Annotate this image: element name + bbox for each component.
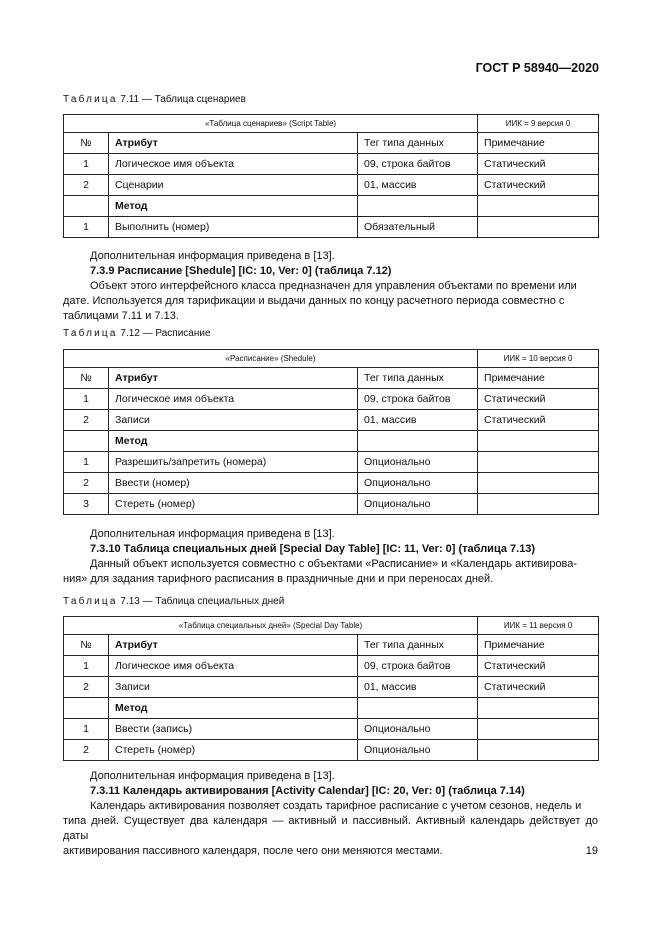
cell-number: 1: [64, 719, 109, 740]
cell-number: 1: [64, 389, 109, 410]
cell-note: [478, 719, 599, 740]
caption-prefix: Таблица: [63, 94, 118, 105]
table-row: [64, 175, 599, 196]
table-row: [64, 719, 599, 740]
page-number: 19: [585, 845, 598, 857]
cell-data-tag: 09, строка байтов: [358, 154, 478, 175]
cell-note: Статический: [478, 389, 599, 410]
table-header-row: [64, 115, 599, 133]
cell-method: Разрешить/запретить (номера): [109, 452, 358, 473]
cell-data-tag: Опционально: [358, 452, 478, 473]
table-class-version: ИИК = 11 версия 0: [478, 617, 599, 635]
cell-empty: [64, 196, 109, 217]
cell-attribute: Записи: [109, 410, 358, 431]
cell-number: 2: [64, 740, 109, 761]
doc-id-header: ГОСТ Р 58940—2020: [475, 61, 599, 75]
cell-number: 2: [64, 410, 109, 431]
col-note: Примечание: [478, 368, 599, 389]
cell-number: 1: [64, 217, 109, 238]
cell-note: Статический: [478, 677, 599, 698]
cell-note: [478, 740, 599, 761]
info-line: Дополнительная информация приведена в [13].: [90, 250, 335, 262]
cell-method: Выполнить (номер): [109, 217, 358, 238]
cell-empty: [64, 431, 109, 452]
cell-data-tag: Обязательный: [358, 217, 478, 238]
text-block-7-3-11: [63, 769, 598, 859]
table-7-13-caption: [63, 596, 284, 607]
col-number: №: [64, 133, 109, 154]
cell-empty: [478, 431, 599, 452]
table-7-13: [63, 616, 599, 761]
section-heading: 7.3.10 Таблица специальных дней [Special Day Table] [IC: 11, Ver: 0] (таблица 7.13): [90, 543, 536, 555]
cell-data-tag: Опционально: [358, 494, 478, 515]
cell-method: Стереть (номер): [109, 740, 358, 761]
method-header-row: [64, 431, 599, 452]
cell-method: Стереть (номер): [109, 494, 358, 515]
table-class-version: ИИК = 10 версия 0: [478, 350, 599, 368]
table-7-12: [63, 349, 599, 515]
cell-empty: [64, 698, 109, 719]
cell-attribute: Логическое имя объекта: [109, 656, 358, 677]
table-7-11: [63, 114, 599, 238]
table-row: [64, 154, 599, 175]
column-header-row: [64, 368, 599, 389]
table-class-title: «Таблица сценариев» (Script Table): [64, 115, 478, 133]
cell-data-tag: 09, строка байтов: [358, 656, 478, 677]
info-line: Дополнительная информация приведена в [13].: [90, 528, 335, 540]
cell-data-tag: Опционально: [358, 473, 478, 494]
cell-note: [478, 494, 599, 515]
cell-attribute: Записи: [109, 677, 358, 698]
cell-note: Статический: [478, 656, 599, 677]
cell-data-tag: 09, строка байтов: [358, 389, 478, 410]
col-data-tag: Тег типа данных: [358, 133, 478, 154]
table-row: [64, 473, 599, 494]
table-class-version: ИИК = 9 версия 0: [478, 115, 599, 133]
cell-number: 2: [64, 473, 109, 494]
cell-attribute: Сценарии: [109, 175, 358, 196]
text-block-7-3-9: [63, 249, 598, 324]
column-header-row: [64, 635, 599, 656]
cell-attribute: Логическое имя объекта: [109, 389, 358, 410]
cell-data-tag: 01, массив: [358, 410, 478, 431]
body-line: активирования пассивного календаря, после чего они меняются местами.: [63, 845, 443, 857]
table-row: [64, 740, 599, 761]
body-line: дате. Используется для тарификации и выдачи данных по концу расчетного периода совместно с: [63, 295, 565, 307]
table-header-row: [64, 617, 599, 635]
col-data-tag: Тег типа данных: [358, 635, 478, 656]
section-heading: 7.3.9 Расписание [Shedule] [IC: 10, Ver: 0] (таблица 7.12): [90, 265, 392, 277]
table-row: [64, 494, 599, 515]
table-7-11-caption: [63, 94, 246, 105]
cell-empty: [358, 431, 478, 452]
table-row: [64, 217, 599, 238]
info-line: Дополнительная информация приведена в [13].: [90, 770, 335, 782]
cell-attribute: Логическое имя объекта: [109, 154, 358, 175]
caption-text: 7.11 — Таблица сценариев: [117, 94, 246, 105]
body-line: Объект этого интерфейсного класса предназначен для управления объектами по времени или: [90, 280, 577, 292]
caption-prefix: Таблица: [63, 596, 118, 607]
table-row: [64, 389, 599, 410]
cell-data-tag: 01, массив: [358, 677, 478, 698]
table-7-12-caption: [63, 328, 211, 339]
method-header-row: [64, 698, 599, 719]
body-line: ния» для задания тарифного расписания в праздничные дни и при переносах дней.: [63, 573, 494, 585]
cell-note: Статический: [478, 154, 599, 175]
col-attribute: Атрибут: [109, 368, 358, 389]
cell-empty: [358, 698, 478, 719]
table-row: [64, 656, 599, 677]
cell-number: 3: [64, 494, 109, 515]
col-attribute: Атрибут: [109, 133, 358, 154]
cell-data-tag: Опционально: [358, 740, 478, 761]
table-row: [64, 410, 599, 431]
method-label: Метод: [109, 196, 358, 217]
cell-number: 2: [64, 175, 109, 196]
caption-text: 7.13 — Таблица специальных дней: [117, 596, 285, 607]
cell-empty: [478, 698, 599, 719]
table-class-title: «Расписание» (Shedule): [64, 350, 478, 368]
cell-data-tag: 01, массив: [358, 175, 478, 196]
cell-number: 1: [64, 452, 109, 473]
cell-note: Статический: [478, 175, 599, 196]
col-number: №: [64, 635, 109, 656]
cell-empty: [478, 196, 599, 217]
table-class-title: «Таблица специальных дней» (Special Day Table): [64, 617, 478, 635]
cell-data-tag: Опционально: [358, 719, 478, 740]
col-number: №: [64, 368, 109, 389]
caption-text: 7.12 — Расписание: [117, 328, 211, 339]
method-label: Метод: [109, 431, 358, 452]
section-heading: 7.3.11 Календарь активирования [Activity Calendar] [IC: 20, Ver: 0] (таблица 7.14): [90, 785, 525, 797]
col-note: Примечание: [478, 635, 599, 656]
cell-note: Статический: [478, 410, 599, 431]
method-header-row: [64, 196, 599, 217]
method-label: Метод: [109, 698, 358, 719]
body-line: типа дней. Существует два календаря — активный и пассивный. Активный календарь действует до даты: [63, 815, 598, 842]
cell-number: 1: [64, 656, 109, 677]
cell-note: [478, 452, 599, 473]
body-line: Календарь активирования позволяет создать тарифное расписание с учетом сезонов, недель и: [90, 800, 582, 812]
caption-prefix: Таблица: [63, 328, 118, 339]
column-header-row: [64, 133, 599, 154]
cell-method: Ввести (запись): [109, 719, 358, 740]
cell-empty: [358, 196, 478, 217]
table-header-row: [64, 350, 599, 368]
col-data-tag: Тег типа данных: [358, 368, 478, 389]
col-note: Примечание: [478, 133, 599, 154]
body-line: таблицами 7.11 и 7.13.: [63, 310, 179, 322]
cell-note: [478, 473, 599, 494]
table-row: [64, 452, 599, 473]
cell-number: 2: [64, 677, 109, 698]
body-line: Данный объект используется совместно с объектами «Расписание» и «Календарь активирова-: [90, 558, 578, 570]
cell-note: [478, 217, 599, 238]
cell-method: Ввести (номер): [109, 473, 358, 494]
text-block-7-3-10: [63, 527, 598, 587]
cell-number: 1: [64, 154, 109, 175]
table-row: [64, 677, 599, 698]
col-attribute: Атрибут: [109, 635, 358, 656]
